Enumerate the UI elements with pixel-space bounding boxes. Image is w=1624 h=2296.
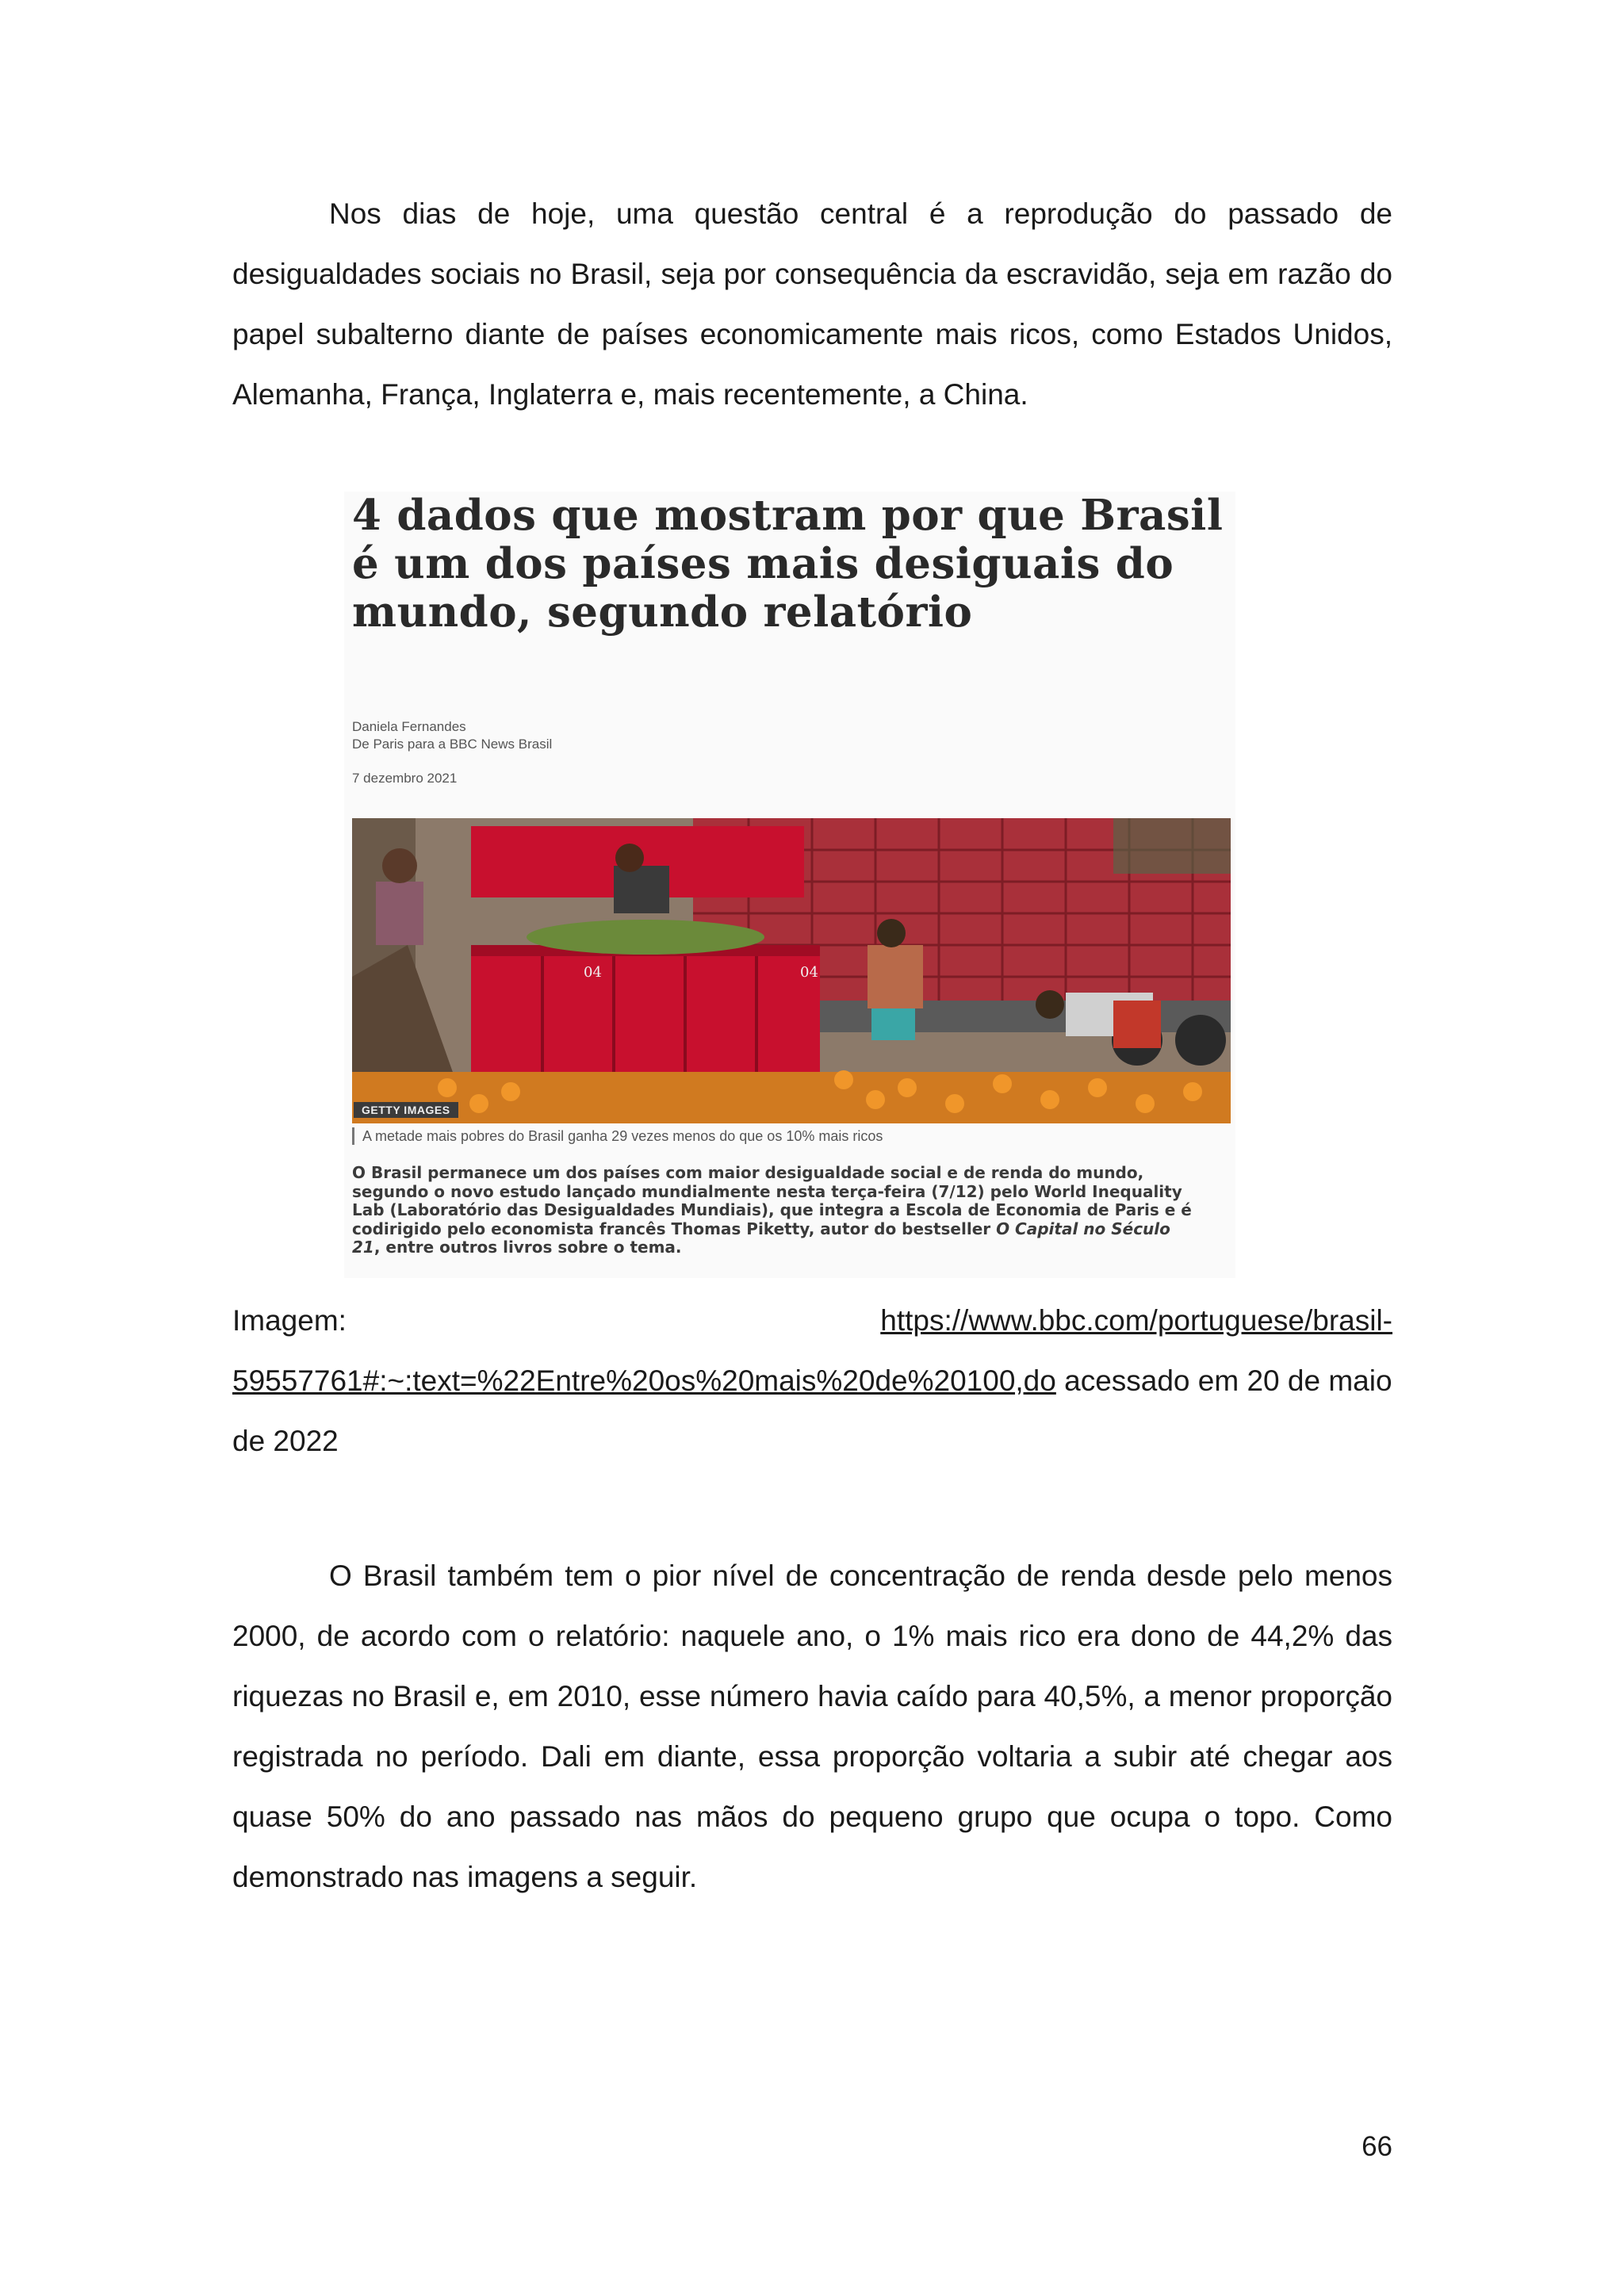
article-headline: 4 dados que mostram por que Brasil é um dos países mais desiguais do mundo, segundo relatório xyxy=(352,492,1224,637)
source-label: Imagem: xyxy=(232,1304,347,1337)
source-link-line-1[interactable]: https://www.bbc.com/portuguese/brasil- xyxy=(880,1304,1392,1337)
photo-caption: A metade mais pobres do Brasil ganha 29 vezes menos do que os 10% mais ricos xyxy=(352,1127,883,1145)
lede-text-after: , entre outros livros sobre o tema. xyxy=(373,1238,682,1257)
article-screenshot-figure xyxy=(344,492,1235,1278)
dumpster-label-1: 04 xyxy=(584,964,602,981)
page-number: 66 xyxy=(1362,2131,1392,2162)
lede-book-title: O Capital no Século 21 xyxy=(352,1219,1170,1257)
body-paragraph-2 xyxy=(232,1546,1392,1908)
source-accessed-date: acessado em 20 de maio de 2022 xyxy=(232,1364,1392,1457)
article-lede xyxy=(352,1164,1193,1257)
dumpster-label-2: 04 xyxy=(800,964,818,981)
article-author: Daniela Fernandes xyxy=(352,719,466,734)
article-byline xyxy=(352,718,552,753)
paragraph-1-text: Nos dias de hoje, uma questão central é a reprodução do passado de desigualdades sociais no Brasil, seja por consequência da escravidão, seja em razão do papel subalterno diante de países economicamente mais ricos, como Estados Unidos, Alemanha, França, Inglaterra e, mais recentemente, a China. xyxy=(232,197,1392,411)
article-photo xyxy=(352,818,1231,1123)
article-author-role: De Paris para a BBC News Brasil xyxy=(352,737,553,752)
body-paragraph-1 xyxy=(232,184,1392,425)
paragraph-2-text: O Brasil também tem o pior nível de concentração de renda desde pelo menos 2000, de acordo com o relatório: naquele ano, o 1% mais rico era dono de 44,2% das riquezas no Brasil e, em 2010, esse número havia caído para 40,5%, a menor proporção registrada no período. Dali em diante, essa proporção voltaria a subir até chegar aos quase 50% do ano passado nas mãos do pequeno grupo que ocupa o topo. Como demonstrado nas imagens a seguir. xyxy=(232,1559,1392,1893)
photo-credit-tag: GETTY IMAGES xyxy=(354,1102,458,1118)
image-source-citation xyxy=(232,1291,1392,1471)
article-date: 7 dezembro 2021 xyxy=(352,771,458,786)
source-link-line-2[interactable]: 59557761#:~:text=%22Entre%20os%20mais%20de%20100,do xyxy=(232,1364,1056,1397)
lede-text-before: O Brasil permanece um dos países com maior desigualdade social e de renda do mundo, segundo o novo estudo lançado mundialmente nesta terça-feira (7/12) pelo World Inequality Lab (Laboratório das Desigualdades Mundiais), que integra a Escola de Economia de Paris e é codirigido pelo economista francês Thomas Piketty, autor do bestseller xyxy=(352,1163,1192,1238)
